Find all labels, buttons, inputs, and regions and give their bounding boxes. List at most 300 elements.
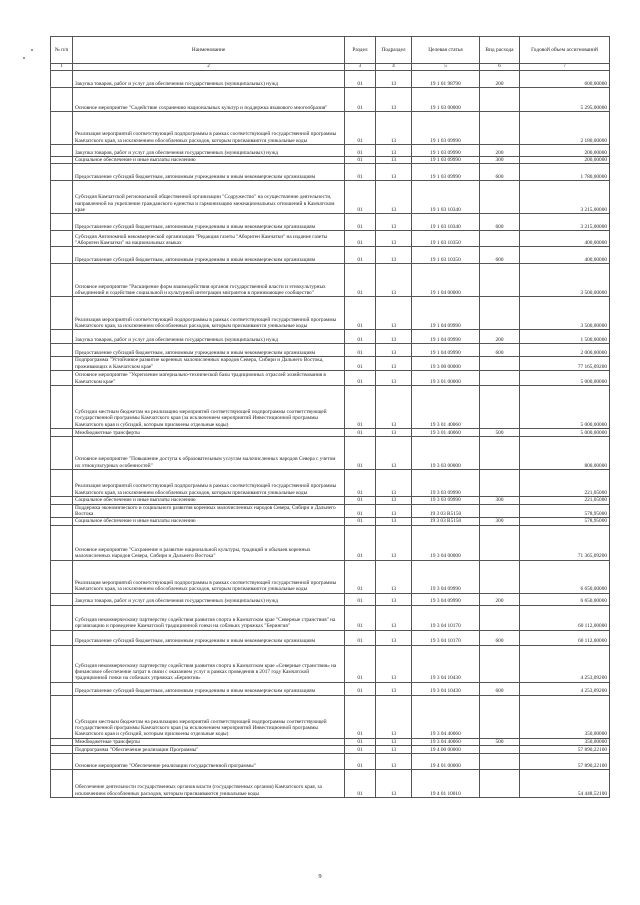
cell-sum: 57 890,22100 — [520, 746, 610, 754]
col-header-statya: Целевая статья — [412, 37, 480, 64]
cell-razdel: 01 — [345, 330, 376, 344]
cell-statya: 19 4 01 10010 — [412, 770, 480, 798]
cell-statya: 19 1 03 09990 — [412, 164, 480, 181]
cell-statya: 19 1 04 09990 — [412, 330, 480, 344]
table-row — [51, 754, 610, 770]
cell-podrazdel: 13 — [376, 297, 412, 330]
cell-podrazdel: 13 — [376, 157, 412, 164]
cell-sum: 3 215,00000 — [520, 214, 610, 231]
table-row — [51, 470, 610, 497]
table-row — [51, 164, 610, 181]
col-header-sum: Годовой объем ассигнований — [520, 37, 610, 64]
cell-name: Основное мероприятие "Содействие сохранению национальных культур и поддержка языкового многообразия" — [73, 88, 345, 112]
cell-name: Субсидия некоммерческому партнерству содействия развития спорта в Камчатском крае "Северные странствия" на организацию и проведение Камчатской традиционной гонки на собачьих упряжках "Берингия" — [73, 605, 345, 630]
page-number: 9 — [318, 873, 322, 880]
cell-name: Закупка товаров, работ и услуг для обеспечения государственных (муниципальных) нужд — [73, 330, 345, 344]
cell-podrazdel: 13 — [376, 746, 412, 754]
cell-sum: 200,00000 — [520, 145, 610, 157]
cell-statya: 19 3 01 40060 — [412, 386, 480, 429]
cell-sum: 578,95000 — [520, 518, 610, 525]
cell-podrazdel: 13 — [376, 645, 412, 682]
cell-statya: 19 3 03 09990 — [412, 470, 480, 497]
cell-vid — [480, 181, 520, 214]
cell-vid: 600 — [480, 164, 520, 181]
cell-vid — [480, 357, 520, 371]
cell-vid — [480, 88, 520, 112]
cell-podrazdel: 13 — [376, 88, 412, 112]
cell-vid: 600 — [480, 247, 520, 264]
cell-statya: 19 1 03 00000 — [412, 88, 480, 112]
cell-num — [51, 88, 73, 112]
table-row — [51, 605, 610, 630]
budget-table-sheet — [50, 36, 609, 798]
cell-sum: 800,00000 — [520, 437, 610, 470]
cell-sum: 1 780,00000 — [520, 164, 610, 181]
table-row — [51, 330, 610, 344]
cell-name: Предоставление субсидий бюджетным, автономным учреждениям и иным некоммерческим организациям — [73, 214, 345, 231]
table-row — [51, 71, 610, 88]
table-row — [51, 297, 610, 330]
cell-statya: 19 4 01 00000 — [412, 754, 480, 770]
cell-razdel: 01 — [345, 247, 376, 264]
cell-statya: 19 1 03 09990 — [412, 112, 480, 145]
cell-razdel: 01 — [345, 371, 376, 386]
cell-razdel: 01 — [345, 264, 376, 297]
table-row — [51, 371, 610, 386]
cell-podrazdel: 13 — [376, 145, 412, 157]
cell-num — [51, 682, 73, 695]
cell-razdel: 01 — [345, 593, 376, 605]
col-number: 6 — [480, 64, 520, 71]
cell-num — [51, 605, 73, 630]
cell-num — [51, 297, 73, 330]
cell-statya: 19 1 04 00000 — [412, 264, 480, 297]
cell-podrazdel: 13 — [376, 164, 412, 181]
col-number: 4 — [376, 64, 412, 71]
cell-statya: 19 3 04 10170 — [412, 630, 480, 645]
cell-vid — [480, 112, 520, 145]
cell-vid: 600 — [480, 682, 520, 695]
cell-num — [51, 371, 73, 386]
cell-num — [51, 437, 73, 470]
cell-statya: 19 3 01 40060 — [412, 429, 480, 437]
cell-podrazdel: 13 — [376, 770, 412, 798]
table-row — [51, 88, 610, 112]
cell-razdel: 01 — [345, 525, 376, 560]
cell-name: Субсидии местным бюджетам на реализацию мероприятий соответствующей подпрограммы соответствующей государственной программы Камчатского края (за исключением мероприятий Инвестиционной программы Камчатского края и субсидий, которым присвоены отдельные коды) — [73, 386, 345, 429]
cell-num — [51, 157, 73, 164]
table-row — [51, 695, 610, 738]
cell-statya: 19 3 04 10430 — [412, 682, 480, 695]
cell-vid: 300 — [480, 497, 520, 504]
col-header-vid: Вид расхода — [480, 37, 520, 64]
cell-statya: 19 1 04 09990 — [412, 297, 480, 330]
cell-razdel: 01 — [345, 344, 376, 357]
col-header-razdel: Раздел — [345, 37, 376, 64]
cell-name: Субсидия Камчатской региональной общественной организации "Содружество" на осуществление деятельности, направленной на укрепление гражданского единства и гармонизацию межнациональных отношений в Камчатском крае — [73, 181, 345, 214]
cell-podrazdel: 13 — [376, 605, 412, 630]
cell-vid — [480, 695, 520, 738]
cell-vid: 600 — [480, 214, 520, 231]
cell-sum: 4 253,09200 — [520, 682, 610, 695]
table-row — [51, 247, 610, 264]
table-row — [51, 630, 610, 645]
cell-razdel: 01 — [345, 357, 376, 371]
table-row — [51, 525, 610, 560]
cell-name: Предоставление субсидий бюджетным, автономным учреждениям и иным некоммерческим организациям — [73, 682, 345, 695]
cell-statya: 19 1 04 09990 — [412, 344, 480, 357]
cell-sum: 4 253,09200 — [520, 645, 610, 682]
cell-name: Предоставление субсидий бюджетным, автономным учреждениям и иным некоммерческим организациям — [73, 164, 345, 181]
cell-num — [51, 214, 73, 231]
cell-sum: 400,00000 — [520, 247, 610, 264]
cell-statya: 19 1 03 09990 — [412, 157, 480, 164]
cell-num — [51, 593, 73, 605]
cell-num — [51, 518, 73, 525]
col-number: 3 — [345, 64, 376, 71]
table-row — [51, 437, 610, 470]
table-row — [51, 593, 610, 605]
cell-name: Межбюджетные трансферты — [73, 738, 345, 745]
cell-sum: 5 295,00000 — [520, 88, 610, 112]
cell-sum: 2 000,00000 — [520, 344, 610, 357]
cell-num — [51, 754, 73, 770]
cell-sum: 2 180,00000 — [520, 112, 610, 145]
cell-vid — [480, 746, 520, 754]
cell-num — [51, 645, 73, 682]
cell-razdel: 01 — [345, 645, 376, 682]
cell-vid: 300 — [480, 157, 520, 164]
cell-num — [51, 630, 73, 645]
cell-sum: 578,95000 — [520, 504, 610, 518]
cell-num — [51, 560, 73, 593]
table-row — [51, 645, 610, 682]
cell-name: Предоставление субсидий бюджетным, автономным учреждениям и иным некоммерческим организациям — [73, 344, 345, 357]
col-number: 2 — [73, 64, 345, 71]
cell-statya: 19 1 03 10340 — [412, 214, 480, 231]
table-row — [51, 157, 610, 164]
cell-podrazdel: 13 — [376, 181, 412, 214]
table-row — [51, 112, 610, 145]
budget-table — [50, 36, 610, 798]
cell-vid — [480, 525, 520, 560]
cell-name: Социальное обеспечение и иные выплаты населению — [73, 157, 345, 164]
cell-name: Предоставление субсидий бюджетным, автономным учреждениям и иным некоммерческим организациям — [73, 247, 345, 264]
cell-name: Реализация мероприятий соответствующей подпрограммы в рамках соответствующей государственной программы Камчатского края, за исключением обособленных расходов, которым присваиваются уникальные коды — [73, 112, 345, 145]
cell-statya: 19 1 03 10340 — [412, 181, 480, 214]
cell-num — [51, 344, 73, 357]
cell-statya: 19 1 03 10350 — [412, 231, 480, 247]
table-row — [51, 231, 610, 247]
col-number: 7 — [520, 64, 610, 71]
cell-razdel: 01 — [345, 231, 376, 247]
cell-podrazdel: 13 — [376, 231, 412, 247]
cell-num — [51, 386, 73, 429]
cell-statya: 19 3 03 R5150 — [412, 518, 480, 525]
cell-vid: 600 — [480, 344, 520, 357]
cell-statya: 19 1 03 10350 — [412, 247, 480, 264]
cell-vid: 300 — [480, 518, 520, 525]
cell-num — [51, 247, 73, 264]
cell-sum: 6 650,00000 — [520, 560, 610, 593]
cell-num — [51, 181, 73, 214]
col-header-podrazdel: Подраздел — [376, 37, 412, 64]
cell-podrazdel: 13 — [376, 247, 412, 264]
cell-razdel: 01 — [345, 695, 376, 738]
cell-name: Поддержка экономического и социального развития коренных малочисленных народов Севера, Сибири и Дальнего Востока — [73, 504, 345, 518]
cell-vid: 500 — [480, 429, 520, 437]
cell-sum: 350,00000 — [520, 695, 610, 738]
cell-sum: 5 000,00000 — [520, 371, 610, 386]
cell-podrazdel: 13 — [376, 504, 412, 518]
cell-num — [51, 746, 73, 754]
table-row — [51, 560, 610, 593]
cell-sum: 3 500,00000 — [520, 297, 610, 330]
cell-num — [51, 525, 73, 560]
cell-razdel: 01 — [345, 157, 376, 164]
cell-razdel: 01 — [345, 518, 376, 525]
cell-sum: 77 165,09200 — [520, 357, 610, 371]
table-row — [51, 145, 610, 157]
cell-vid — [480, 504, 520, 518]
cell-num — [51, 164, 73, 181]
cell-num — [51, 231, 73, 247]
col-number: 1 — [51, 64, 73, 71]
cell-podrazdel: 13 — [376, 429, 412, 437]
cell-statya: 19 3 03 R5150 — [412, 504, 480, 518]
cell-statya: 19 3 00 00000 — [412, 357, 480, 371]
cell-podrazdel: 13 — [376, 214, 412, 231]
cell-num — [51, 429, 73, 437]
cell-num — [51, 695, 73, 738]
cell-vid: 200 — [480, 71, 520, 88]
table-row — [51, 770, 610, 798]
cell-statya: 19 3 03 00000 — [412, 437, 480, 470]
table-row — [51, 264, 610, 297]
cell-podrazdel: 13 — [376, 437, 412, 470]
cell-podrazdel: 13 — [376, 371, 412, 386]
cell-name: Закупка товаров, работ и услуг для обеспечения государственных (муниципальных) нужд — [73, 593, 345, 605]
cell-sum: 221,05000 — [520, 470, 610, 497]
cell-name: Подпрограмма "Обеспечение реализации Программы" — [73, 746, 345, 754]
cell-name: Субсидия Автономной некоммерческой организации "Редакция газеты "Абориген Камчатки" на издание газеты "Абориген Камчатки" на национальных языках — [73, 231, 345, 247]
table-row — [51, 386, 610, 429]
cell-podrazdel: 13 — [376, 754, 412, 770]
cell-name: Социальное обеспечение и иные выплаты населению — [73, 497, 345, 504]
cell-name: Основное мероприятие "Обеспечение реализации государственной программы" — [73, 754, 345, 770]
cell-statya: 19 3 04 40060 — [412, 695, 480, 738]
cell-sum: 200,00000 — [520, 157, 610, 164]
cell-name: Основное мероприятие "Сохранение и развитие национальной культуры, традиций и обычаев коренных малочисленных народов Севера, Сибири и Дальнего Востока" — [73, 525, 345, 560]
cell-sum: 350,00000 — [520, 738, 610, 745]
cell-sum: 5 000,00000 — [520, 386, 610, 429]
cell-sum: 71 365,09200 — [520, 525, 610, 560]
cell-vid — [480, 645, 520, 682]
table-row — [51, 429, 610, 437]
cell-razdel: 01 — [345, 605, 376, 630]
cell-razdel: 01 — [345, 71, 376, 88]
table-header-row — [51, 37, 610, 64]
cell-vid — [480, 297, 520, 330]
cell-vid — [480, 437, 520, 470]
table-row — [51, 357, 610, 371]
cell-sum: 1 500,00000 — [520, 330, 610, 344]
cell-num — [51, 145, 73, 157]
cell-razdel: 01 — [345, 682, 376, 695]
cell-name: Подпрограмма "Устойчивое развитие коренных малочисленных народов Севера, Сибири и Дальнего Востока, проживающих в Камчатском крае" — [73, 357, 345, 371]
cell-podrazdel: 13 — [376, 525, 412, 560]
cell-vid: 200 — [480, 330, 520, 344]
cell-razdel: 01 — [345, 560, 376, 593]
table-row — [51, 181, 610, 214]
cell-statya: 19 4 00 00000 — [412, 746, 480, 754]
cell-razdel: 01 — [345, 386, 376, 429]
cell-num — [51, 264, 73, 297]
cell-num — [51, 504, 73, 518]
cell-sum: 221,05000 — [520, 497, 610, 504]
cell-sum: 6 650,00000 — [520, 593, 610, 605]
cell-num — [51, 357, 73, 371]
cell-num — [51, 470, 73, 497]
cell-podrazdel: 13 — [376, 518, 412, 525]
cell-razdel: 01 — [345, 145, 376, 157]
cell-statya: 19 1 01 98790 — [412, 71, 480, 88]
cell-podrazdel: 13 — [376, 386, 412, 429]
cell-vid — [480, 770, 520, 798]
cell-podrazdel: 13 — [376, 330, 412, 344]
cell-vid: 600 — [480, 630, 520, 645]
table-row — [51, 504, 610, 518]
cell-vid — [480, 560, 520, 593]
cell-razdel: 01 — [345, 497, 376, 504]
cell-podrazdel: 13 — [376, 71, 412, 88]
table-row — [51, 214, 610, 231]
cell-vid: 200 — [480, 593, 520, 605]
cell-vid — [480, 386, 520, 429]
cell-razdel: 01 — [345, 746, 376, 754]
cell-statya: 19 3 04 40060 — [412, 738, 480, 745]
cell-sum: 5 000,00000 — [520, 429, 610, 437]
cell-name: Обеспечение деятельности государственных органов власти (государственных органов) Камчатского края, за исключением обособленных расходов, которым присваиваются уникальные коды — [73, 770, 345, 798]
table-row — [51, 497, 610, 504]
cell-name: Предоставление субсидий бюджетным, автономным учреждениям и иным некоммерческим организациям — [73, 630, 345, 645]
cell-sum: 3 215,00000 — [520, 181, 610, 214]
cell-razdel: 01 — [345, 437, 376, 470]
cell-vid — [480, 231, 520, 247]
cell-statya: 19 3 01 00000 — [412, 371, 480, 386]
cell-podrazdel: 13 — [376, 695, 412, 738]
col-header-num: № п/п — [51, 37, 73, 64]
cell-name: Межбюджетные трансферты — [73, 429, 345, 437]
cell-statya: 19 1 03 09990 — [412, 145, 480, 157]
cell-razdel: 01 — [345, 770, 376, 798]
col-header-name: Наименование — [73, 37, 345, 64]
cell-name: Основное мероприятие "Повышение доступа к образовательным услугам малочисленных народов Севера с учетом их этнокультурных особенностей" — [73, 437, 345, 470]
column-number-row — [51, 64, 610, 71]
cell-name: Субсидия некоммерческому партнерству содействия развития спорта в Камчатском крае «Северные странствия» на финансовое обеспечение затрат в связи с оказанием услуг в рамках проведения в 2017 году Камчатской традиционной гонки на собачьих упряжках «Берингия» — [73, 645, 345, 682]
cell-razdel: 01 — [345, 112, 376, 145]
cell-razdel: 01 — [345, 181, 376, 214]
cell-razdel: 01 — [345, 297, 376, 330]
cell-razdel: 01 — [345, 88, 376, 112]
cell-razdel: 01 — [345, 429, 376, 437]
cell-name: Социальное обеспечение и иные выплаты населению — [73, 518, 345, 525]
cell-num — [51, 497, 73, 504]
cell-name: Реализация мероприятий соответствующей подпрограммы в рамках соответствующей государственной программы Камчатского края, за исключением обособленных расходов, которым присваиваются уникальные коды — [73, 560, 345, 593]
cell-name: Закупка товаров, работ и услуг для обеспечения государственных (муниципальных) нужд — [73, 71, 345, 88]
cell-num — [51, 738, 73, 745]
cell-razdel: 01 — [345, 164, 376, 181]
cell-statya: 19 3 04 10430 — [412, 645, 480, 682]
cell-sum: 60 112,00000 — [520, 605, 610, 630]
cell-podrazdel: 13 — [376, 630, 412, 645]
table-row — [51, 682, 610, 695]
cell-statya: 19 3 04 09990 — [412, 593, 480, 605]
table-row — [51, 344, 610, 357]
cell-num — [51, 112, 73, 145]
cell-num — [51, 330, 73, 344]
cell-name: Реализация мероприятий соответствующей подпрограммы в рамках соответствующей государственной программы Камчатского края, за исключением обособленных расходов, которым присваиваются уникальные коды — [73, 297, 345, 330]
table-body — [51, 71, 610, 798]
cell-vid — [480, 264, 520, 297]
cell-podrazdel: 13 — [376, 344, 412, 357]
cell-name: Основное мероприятие "Укрепление материально-технической базы традиционных отраслей хозяйствования в Камчатском крае" — [73, 371, 345, 386]
cell-name: Реализация мероприятий соответствующей подпрограммы в рамках соответствующей государственной программы Камчатского края, за исключением обособленных расходов, которым присваиваются уникальные коды — [73, 470, 345, 497]
cell-vid — [480, 470, 520, 497]
cell-podrazdel: 13 — [376, 497, 412, 504]
cell-podrazdel: 13 — [376, 470, 412, 497]
cell-statya: 19 3 04 00000 — [412, 525, 480, 560]
cell-razdel: 01 — [345, 630, 376, 645]
cell-vid — [480, 371, 520, 386]
col-number: 5 — [412, 64, 480, 71]
table-row — [51, 746, 610, 754]
cell-name: Закупка товаров, работ и услуг для обеспечения государственных (муниципальных) нужд — [73, 145, 345, 157]
cell-sum: 60 112,00000 — [520, 630, 610, 645]
cell-razdel: 01 — [345, 754, 376, 770]
cell-vid — [480, 754, 520, 770]
cell-podrazdel: 13 — [376, 264, 412, 297]
cell-razdel: 01 — [345, 470, 376, 497]
cell-sum: 54 448,52100 — [520, 770, 610, 798]
cell-razdel: 01 — [345, 214, 376, 231]
cell-sum: 400,00000 — [520, 231, 610, 247]
cell-statya: 19 3 04 09990 — [412, 560, 480, 593]
cell-sum: 600,00000 — [520, 71, 610, 88]
cell-razdel: 01 — [345, 738, 376, 745]
cell-statya: 19 3 04 10170 — [412, 605, 480, 630]
cell-podrazdel: 13 — [376, 682, 412, 695]
cell-podrazdel: 13 — [376, 357, 412, 371]
cell-name: Основное мероприятие "Расширение форм взаимодействия органов государственной власти и этнокультурных объединений и содействие социальной и культурной интеграции мигрантов в принимающее сообщество" — [73, 264, 345, 297]
cell-vid — [480, 605, 520, 630]
cell-vid: 500 — [480, 738, 520, 745]
cell-sum: 3 500,00000 — [520, 264, 610, 297]
cell-razdel: 01 — [345, 504, 376, 518]
cell-podrazdel: 13 — [376, 112, 412, 145]
table-row — [51, 738, 610, 745]
cell-num — [51, 770, 73, 798]
cell-vid: 200 — [480, 145, 520, 157]
cell-statya: 19 3 03 09990 — [412, 497, 480, 504]
cell-name: Субсидии местным бюджетам на реализацию мероприятий соответствующей подпрограммы соответствующей государственной программы Камчатского края (за исключением мероприятий Инвестиционной программы Камчатского края и субсидий, которым присвоены отдельные коды) — [73, 695, 345, 738]
cell-num — [51, 71, 73, 88]
cell-sum: 57 890,22100 — [520, 754, 610, 770]
cell-podrazdel: 13 — [376, 560, 412, 593]
cell-podrazdel: 13 — [376, 593, 412, 605]
table-row — [51, 518, 610, 525]
cell-podrazdel: 13 — [376, 738, 412, 745]
